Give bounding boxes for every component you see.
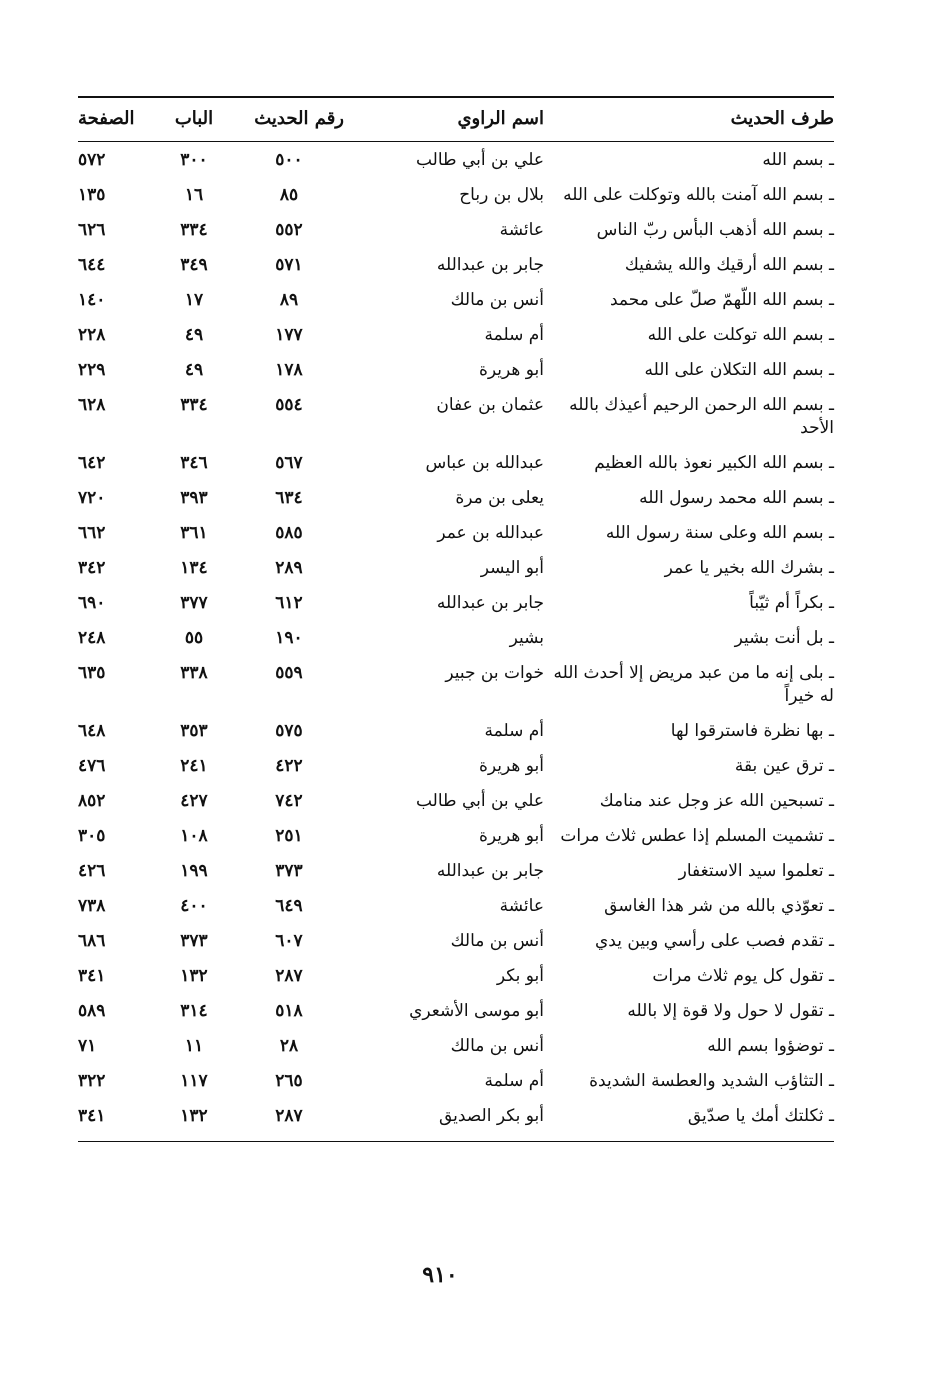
cell-narrator: عائشة	[499, 220, 544, 240]
table-header-row	[78, 98, 834, 142]
cell-hadith-number: ٦١٢	[275, 593, 303, 613]
cell-chapter: ٤٩	[184, 325, 204, 345]
cell-page: ٣٤٢	[78, 558, 106, 578]
cell-hadith-start: ـ تقول كل يوم ثلاث مرات	[652, 966, 834, 986]
cell-narrator: أنس بن مالك	[450, 1036, 544, 1056]
cell-hadith-start: ـ بسم الله آمنت بالله وتوكلت على الله	[563, 185, 834, 205]
cell-chapter: ٣٧٧	[180, 593, 208, 613]
table-row	[78, 888, 834, 923]
cell-hadith-number: ٢٨	[279, 1036, 299, 1056]
table-row	[78, 317, 834, 352]
cell-page: ٦٦٢	[78, 523, 106, 543]
cell-narrator: أبو موسى الأشعري	[409, 1001, 544, 1021]
table-row	[78, 853, 834, 888]
cell-page: ٣٤١	[78, 966, 106, 986]
cell-hadith-number: ١٧٨	[275, 360, 303, 380]
cell-page: ٥٨٩	[78, 1001, 106, 1021]
cell-narrator: علي بن أبي طالب	[415, 791, 544, 811]
cell-hadith-number: ٥١٨	[275, 1001, 303, 1021]
cell-hadith-number: ٢٥١	[275, 826, 303, 846]
cell-page: ٧٣٨	[78, 896, 106, 916]
cell-hadith-start: ـ تسبحين الله عز وجل عند منامك	[599, 791, 834, 811]
cell-hadith-start: ـ ثكلتك أمك يا صدّيق	[687, 1106, 834, 1126]
cell-chapter: ٣٦١	[180, 523, 208, 543]
cell-hadith-number: ٥٥٩	[275, 663, 303, 683]
table-row	[78, 480, 834, 515]
cell-hadith-start: ـ بلى إنه ما من عبد مريض إلا أحدث الله له خيراً	[553, 663, 834, 706]
cell-hadith-number: ٢٨٧	[275, 966, 303, 986]
cell-hadith-number: ٦٣٤	[275, 488, 303, 508]
cell-hadith-number: ٦٤٩	[275, 896, 303, 916]
cell-page: ٦٤٤	[78, 255, 106, 275]
cell-hadith-start: ـ بسم الله محمد رسول الله	[639, 488, 834, 508]
cell-hadith-number: ٢٨٧	[275, 1106, 303, 1126]
table-row	[78, 550, 834, 585]
table-row	[78, 352, 834, 387]
cell-narrator: عبدالله بن عباس	[425, 453, 544, 473]
hadith-index-table	[78, 98, 834, 1133]
table-row	[78, 247, 834, 282]
cell-narrator: أنس بن مالك	[450, 931, 544, 951]
cell-hadith-number: ٤٢٢	[275, 756, 303, 776]
cell-chapter: ٣٣٤	[180, 220, 208, 240]
header-page: الصفحة	[78, 98, 154, 142]
cell-hadith-number: ٢٨٩	[275, 558, 303, 578]
cell-narrator: علي بن أبي طالب	[415, 150, 544, 170]
cell-chapter: ٤٢٧	[180, 791, 208, 811]
table-row	[78, 748, 834, 783]
cell-chapter: ١٦	[184, 185, 204, 205]
cell-page: ٥٧٢	[78, 150, 106, 170]
table-row	[78, 282, 834, 317]
cell-hadith-start: ـ بل أنت بشير	[734, 628, 834, 648]
cell-narrator: خوات بن جبير	[445, 663, 544, 683]
cell-hadith-start: ـ بسم الله توكلت على الله	[647, 325, 834, 345]
cell-chapter: ٤٩	[184, 360, 204, 380]
cell-narrator: أبو هريرة	[478, 756, 544, 776]
table-row	[78, 923, 834, 958]
table-row	[78, 445, 834, 480]
cell-chapter: ٣٩٣	[180, 488, 208, 508]
cell-hadith-start: ـ بسم الله الكبير نعوذ بالله العظيم	[594, 453, 834, 473]
cell-hadith-start: ـ بها نظرة فاسترقوا لها	[670, 721, 834, 741]
cell-chapter: ١٠٨	[180, 826, 208, 846]
cell-narrator: أبو اليسر	[480, 558, 544, 578]
header-chapter: الباب	[154, 98, 234, 142]
cell-narrator: أبو بكر	[496, 966, 544, 986]
cell-narrator: بشير	[509, 628, 544, 648]
cell-hadith-number: ٥٧١	[275, 255, 303, 275]
cell-hadith-start: ـ بشرك الله بخير يا عمر	[664, 558, 834, 578]
table-row	[78, 387, 834, 445]
cell-narrator: أنس بن مالك	[450, 290, 544, 310]
cell-page: ٧١	[78, 1036, 97, 1056]
cell-chapter: ٣٧٣	[180, 931, 208, 951]
cell-hadith-start: ـ بسم الله	[762, 150, 834, 170]
cell-page: ٦٣٥	[78, 663, 106, 683]
table-row	[78, 713, 834, 748]
cell-chapter: ٥٥	[184, 628, 204, 648]
cell-hadith-start: ـ بسم الله أرقيك والله يشفيك	[624, 255, 834, 275]
cell-hadith-start: ـ تعوّذي بالله من شر هذا الغاسق	[604, 896, 834, 916]
table-row	[78, 177, 834, 212]
cell-hadith-number: ٨٥	[279, 185, 299, 205]
cell-chapter: ٤٠٠	[180, 896, 208, 916]
cell-hadith-number: ٨٩	[279, 290, 299, 310]
cell-narrator: أبو بكر الصديق	[438, 1106, 544, 1126]
cell-page: ٣٤١	[78, 1106, 106, 1126]
cell-hadith-number: ١٧٧	[275, 325, 303, 345]
cell-page: ٤٧٦	[78, 756, 106, 776]
table-row	[78, 655, 834, 713]
table-row	[78, 993, 834, 1028]
cell-page: ٢٢٨	[78, 325, 106, 345]
cell-chapter: ٣٤٩	[180, 255, 208, 275]
cell-hadith-start: ـ بسم الله التكلان على الله	[644, 360, 834, 380]
cell-chapter: ١٧	[184, 290, 204, 310]
cell-chapter: ٣٤٦	[180, 453, 208, 473]
cell-hadith-number: ١٩٠	[275, 628, 303, 648]
table-row	[78, 783, 834, 818]
cell-narrator: يعلى بن مرة	[455, 488, 544, 508]
table-row	[78, 1028, 834, 1063]
header-hadith-number: رقم الحديث	[234, 98, 344, 142]
cell-hadith-start: ـ بسم الله أذهب البأس ربّ الناس	[596, 220, 834, 240]
cell-narrator: أم سلمة	[484, 1071, 544, 1091]
cell-page: ٦٢٦	[78, 220, 106, 240]
cell-chapter: ١١٧	[180, 1071, 208, 1091]
cell-page: ٦٤٨	[78, 721, 106, 741]
cell-page: ٤٢٦	[78, 861, 106, 881]
cell-page: ٣٢٢	[78, 1071, 106, 1091]
cell-hadith-start: ـ بسم الله الرحمن الرحيم أعيذك بالله الأحد	[569, 395, 834, 438]
table-row	[78, 142, 834, 178]
cell-page: ٦٤٢	[78, 453, 106, 473]
cell-chapter: ٣٣٤	[180, 395, 208, 415]
cell-page: ٦٢٨	[78, 395, 106, 415]
cell-narrator: أم سلمة	[484, 325, 544, 345]
cell-hadith-start: ـ تقدم فصب على رأسي وبين يدي	[594, 931, 834, 951]
cell-hadith-number: ٥٠٠	[275, 150, 303, 170]
cell-narrator: جابر بن عبدالله	[436, 861, 544, 881]
cell-chapter: ٢٤١	[180, 756, 208, 776]
cell-page: ١٤٠	[78, 290, 106, 310]
cell-page: ٣٠٥	[78, 826, 106, 846]
cell-hadith-start: ـ بكراً أم ثيّباً	[749, 593, 834, 613]
cell-hadith-start: ـ ترق عين بقة	[734, 756, 834, 776]
table-row	[78, 1063, 834, 1098]
cell-chapter: ١١	[184, 1036, 204, 1056]
cell-page: ٢٢٩	[78, 360, 106, 380]
cell-hadith-start: ـ بسم الله وعلى سنة رسول الله	[605, 523, 834, 543]
page-number: ٩١٠	[422, 1262, 458, 1288]
cell-hadith-start: ـ تقول لا حول ولا قوة إلا بالله	[627, 1001, 834, 1021]
cell-hadith-number: ٥٦٧	[275, 453, 303, 473]
cell-chapter: ٣٥٣	[180, 721, 208, 741]
cell-hadith-number: ٦٠٧	[275, 931, 303, 951]
cell-page: ٦٨٦	[78, 931, 106, 951]
cell-page: ٢٤٨	[78, 628, 106, 648]
cell-chapter: ٣٣٨	[180, 663, 208, 683]
cell-page: ٦٩٠	[78, 593, 106, 613]
cell-hadith-start: ـ التثاؤب الشديد والعطسة الشديدة	[589, 1071, 834, 1091]
cell-hadith-start: ـ بسم الله اللّهمّ صلّ على محمد	[609, 290, 834, 310]
cell-page: ٨٥٢	[78, 791, 106, 811]
cell-hadith-number: ٥٥٤	[275, 395, 303, 415]
table-row	[78, 818, 834, 853]
cell-hadith-start: ـ تشميت المسلم إذا عطس ثلاث مرات	[560, 826, 834, 846]
cell-chapter: ١٣٢	[180, 1106, 208, 1126]
cell-hadith-number: ٥٨٥	[275, 523, 303, 543]
cell-chapter: ٣١٤	[180, 1001, 208, 1021]
cell-chapter: ١٩٩	[180, 861, 208, 881]
cell-hadith-number: ٥٧٥	[275, 721, 303, 741]
table-row	[78, 1098, 834, 1133]
table-body	[78, 142, 834, 1134]
cell-chapter: ٣٠٠	[180, 150, 208, 170]
cell-hadith-number: ٣٧٣	[275, 861, 303, 881]
table-row	[78, 515, 834, 550]
cell-narrator: أبو هريرة	[478, 826, 544, 846]
table-row	[78, 620, 834, 655]
index-page	[78, 96, 834, 1142]
cell-page: ٧٢٠	[78, 488, 106, 508]
cell-chapter: ١٣٤	[180, 558, 208, 578]
cell-narrator: عبدالله بن عمر	[437, 523, 544, 543]
cell-narrator: جابر بن عبدالله	[436, 255, 544, 275]
cell-narrator: بلال بن رباح	[459, 185, 544, 205]
cell-narrator: أبو هريرة	[478, 360, 544, 380]
cell-hadith-number: ٥٥٢	[275, 220, 303, 240]
cell-hadith-number: ٢٦٥	[275, 1071, 303, 1091]
cell-narrator: عثمان بن عفان	[436, 395, 544, 415]
cell-narrator: عائشة	[499, 896, 544, 916]
header-hadith-start: طرف الحديث	[544, 98, 834, 142]
cell-hadith-start: ـ تعلموا سيد الاستغفار	[678, 861, 834, 881]
cell-hadith-number: ٧٤٢	[275, 791, 303, 811]
cell-page: ١٣٥	[78, 185, 106, 205]
bottom-rule	[78, 1141, 834, 1142]
cell-narrator: أم سلمة	[484, 721, 544, 741]
table-row	[78, 212, 834, 247]
cell-chapter: ١٣٢	[180, 966, 208, 986]
cell-narrator: جابر بن عبدالله	[436, 593, 544, 613]
table-row	[78, 585, 834, 620]
cell-hadith-start: ـ توضؤوا بسم الله	[707, 1036, 834, 1056]
header-narrator: اسم الراوي	[344, 98, 544, 142]
table-row	[78, 958, 834, 993]
